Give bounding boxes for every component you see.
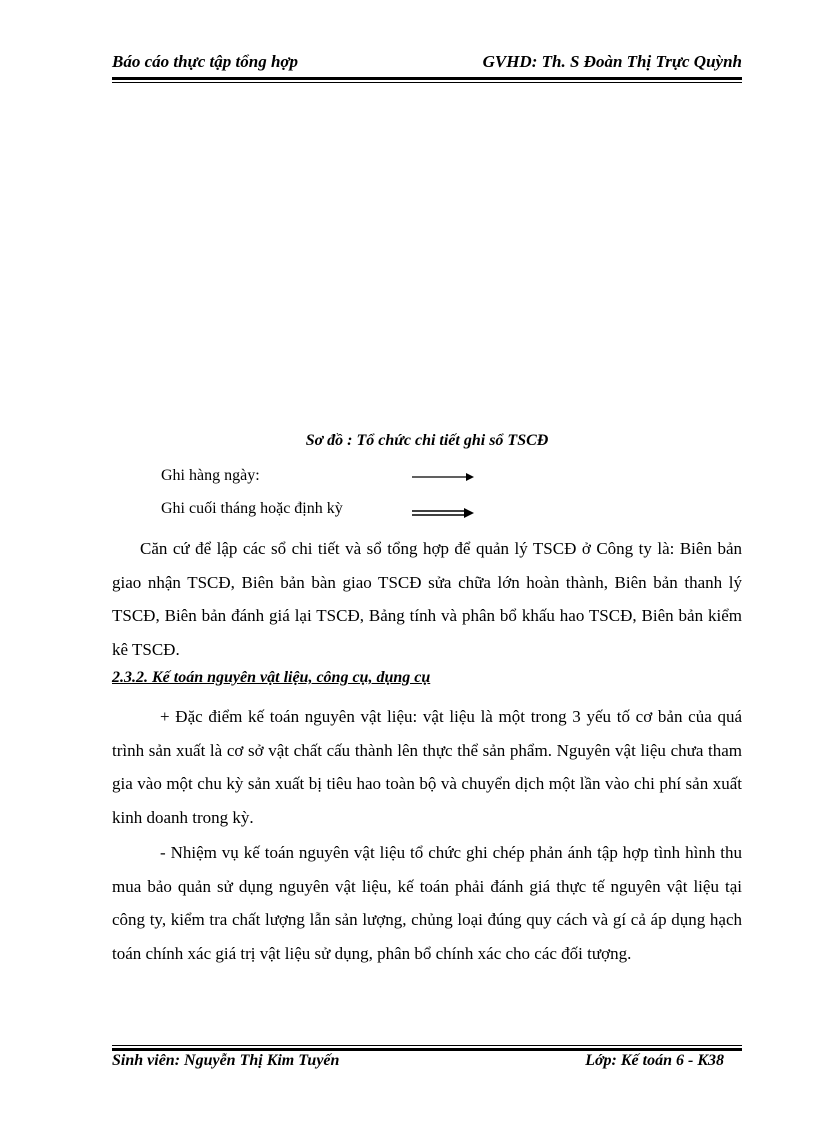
header-report-title: Báo cáo thực tập tổng hợp [112,52,299,71]
footer-class: Lớp: Kế toán 6 - K38 [585,1052,724,1069]
header-rule [112,77,742,83]
footer-student: Sinh viên: Nguyễn Thị Kim Tuyến [112,1052,340,1069]
single-arrow-icon [412,472,474,482]
legend-daily [161,467,260,485]
legend-periodic-label: Ghi cuối tháng hoặc định kỳ [161,500,343,517]
paragraph-material-characteristics: + Đặc điểm kế toán nguyên vật liệu: vật liệu là một trong 3 yếu tố cơ bản của quá trình sản xuất là cơ sở vật chất cấu thành lên thực thể sản phẩm. Nguyên vật liệu chưa tham gia vào một chu kỳ sản xuất bị tiêu hao toàn bộ và chuyển dịch một lần vào chi phí sản xuất kinh doanh trong kỳ. [112,707,742,827]
page-header [112,52,742,72]
paragraph-tscd-documents: Căn cứ để lập các sổ chi tiết và sổ tổng hợp để quản lý TSCĐ ở Công ty là: Biên bản giao nhận TSCĐ, Biên bản bàn giao TSCĐ sửa chữa lớn hoàn thành, Biên bản thanh lý TSCĐ, Biên bản đánh giá lại TSCĐ, Bảng tính và phân bổ khấu hao TSCĐ, Biên bản kiểm kê TSCĐ. [112,539,742,659]
page-footer [112,1052,724,1070]
diagram-title: Sơ đồ : Tổ chức chi tiết ghi sổ TSCĐ [305,432,549,449]
section-heading: 2.3.2. Kế toán nguyên vật liệu, công cụ, dụng cụ [112,669,431,686]
header-supervisor: GVHD: Th. S Đoàn Thị Trực Quỳnh [482,52,742,71]
double-arrow-icon [412,508,474,518]
legend-daily-label: Ghi hàng ngày: [161,467,260,484]
legend-periodic [161,500,343,518]
paragraph-material-tasks: - Nhiệm vụ kế toán nguyên vật liệu tổ chức ghi chép phản ánh tập hợp tình hình thu mua bảo quản sử dụng nguyên vật liệu, kế toán phải đánh giá thực tế nguyên vật liệu tại công ty, kiểm tra chất lượng lẫn sản lượng, chủng loại đúng quy cách và gí cả áp dụng hạch toán chính xác giá trị vật liệu sử dụng, phân bổ chính xác cho các đối tượng. [112,843,742,963]
footer-rule [112,1045,742,1051]
